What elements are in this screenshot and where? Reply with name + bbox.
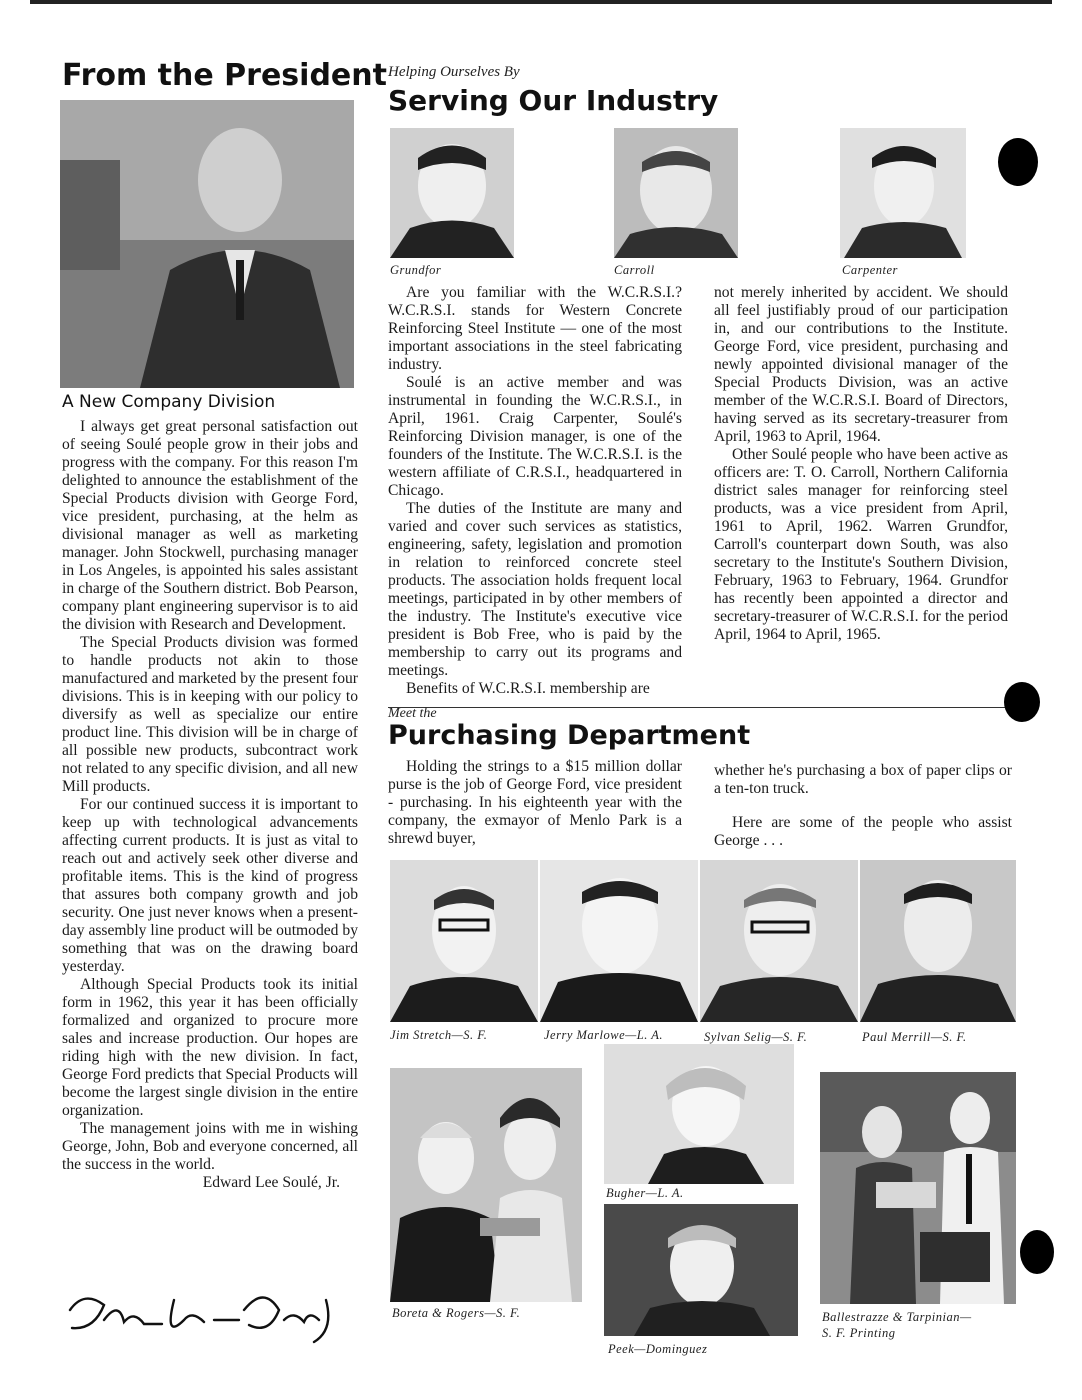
ballestrazze-caption-line2: S. F. Printing bbox=[822, 1326, 896, 1340]
carroll-photo bbox=[614, 128, 738, 258]
industry-title: Serving Our Industry bbox=[388, 84, 719, 117]
stretch-photo bbox=[390, 860, 538, 1022]
marlowe-photo bbox=[540, 860, 698, 1022]
president-signoff: Edward Lee Soulé, Jr. bbox=[202, 1174, 340, 1191]
handwritten-signature bbox=[64, 1280, 360, 1350]
boreta-rogers-photo bbox=[390, 1068, 582, 1302]
peek-photo bbox=[604, 1204, 798, 1336]
purchasing-column-2 bbox=[714, 762, 1012, 850]
president-paragraph: Although Special Products took its initial form in 1962, this year it has been officially formalized and organized to procure more sales and increase production. Our hopes are riding high with the new division. In fact, George Ford predicts that Special Products will become the largest single division in the entire organization. bbox=[62, 976, 358, 1119]
industry-paragraph: The duties of the Institute are many and varied and cover such services as statistics, engineering, safety, legislation and promotion in relation to reinforced concrete steel products. The association holds frequent local meetings, participated in by other members of the industry. The Institute's executive vice president is Bob Free, who is paid by the membership to carry out its programs and meetings. bbox=[388, 500, 682, 679]
purchasing-paragraph: whether he's purchasing a box of paper clips or a ten-ton truck. bbox=[714, 762, 1012, 797]
punch-hole bbox=[1004, 682, 1040, 722]
president-body bbox=[62, 418, 358, 1192]
boreta-rogers-caption: Boreta & Rogers—S. F. bbox=[392, 1306, 521, 1320]
punch-hole bbox=[1020, 1230, 1054, 1274]
punch-hole bbox=[998, 138, 1038, 186]
purchasing-paragraph: Here are some of the people who assist George . . . bbox=[714, 814, 1012, 849]
ballestrazze-tarpinian-photo bbox=[820, 1072, 1016, 1304]
president-subhead: A New Company Division bbox=[62, 392, 276, 412]
president-paragraph: For our continued success it is important to keep up with technological advancements affecting current products. It is just as vital to reach out and actively seek other diverse and profitable items. This is the kind of progress that assures both company growth and job security. One just never knows when a present-day assembly line product will be outmoded by something that was on the drawing board yesterday. bbox=[62, 796, 358, 975]
president-paragraph: The management joins with me in wishing George, John, Bob and everyone concerned, all the success in the world. bbox=[62, 1120, 358, 1173]
industry-paragraph: not merely inherited by accident. We should all feel justifiably proud of our participation in, and our contributions to the Institute. George Ford, vice president, purchasing and newly appointed divisional manager of the Special Products Division, was an active member of the W.C.R.S.I. Board of Directors, having served as its secretary-treasurer from April, 1963 to April, 1964. bbox=[714, 284, 1008, 445]
grundfor-caption: Grundfor bbox=[390, 263, 442, 277]
merrill-caption: Paul Merrill—S. F. bbox=[862, 1030, 967, 1044]
carroll-caption: Carroll bbox=[614, 263, 655, 277]
purchasing-paragraph: Holding the strings to a $15 million dollar purse is the job of George Ford, vice president - purchasing. In his eighteenth year with the company, the exmayor of Menlo Park is a shrewd buyer, bbox=[388, 758, 682, 847]
purchasing-title: Purchasing Department bbox=[388, 720, 751, 751]
selig-caption: Sylvan Selig—S. F. bbox=[704, 1030, 808, 1044]
top-edge-rule bbox=[30, 0, 1052, 4]
carpenter-photo bbox=[840, 128, 966, 258]
section-divider bbox=[388, 707, 1014, 708]
industry-paragraph: Other Soulé people who have been active as officers are: T. O. Carroll, Northern California district sales manager for reinforcing steel products, was a vice president from April, 1961 to April, 1962. Warren Grundfor, Carroll's counterpart down South, was also secretary to the Institute's Southern Division, February, 1963 to February, 1964. Grundfor has recently been appointed a director and secretary-treasurer of W.C.R.S.I. for the period April, 1964 to April, 1965. bbox=[714, 446, 1008, 643]
grundfor-photo bbox=[390, 128, 514, 258]
bugher-photo bbox=[604, 1044, 794, 1184]
industry-paragraph: Benefits of W.C.R.S.I. membership are bbox=[406, 680, 650, 697]
bugher-caption: Bugher—L. A. bbox=[606, 1186, 684, 1200]
president-title: From the President bbox=[62, 58, 387, 93]
industry-paragraph: Soulé is an active member and was instrumental in founding the W.C.R.S.I., in April, 1961. Craig Carpenter, Soulé's Reinforcing Division manager, is one of the founders of the Institute. The W.C.R.S.I. is the western affiliate of C.R.S.I., headquartered in Chicago. bbox=[388, 374, 682, 499]
president-paragraph: I always get great personal satisfaction out of seeing Soulé people grow in their jobs and progress with the company. For this reason I'm delighted to announce the establishment of the Special Products division with George Ford, vice president, purchasing, at the helm as divisional manager as well as marketing manager. John Stockwell, purchasing manager in Los Angeles, is appointed his sales assistant in charge of the Southern district. Bob Pearson, company plant engineering supervisor is to aid the division with Research and Development. bbox=[62, 418, 358, 633]
ballestrazze-caption: Ballestrazze & Tarpinian— bbox=[822, 1310, 972, 1324]
stretch-caption: Jim Stretch—S. F. bbox=[390, 1028, 488, 1042]
purchasing-column-1 bbox=[388, 758, 682, 848]
industry-paragraph: Are you familiar with the W.C.R.S.I.? W.C.R.S.I. stands for Western Concrete Reinforcing Steel Institute — one of the most important associations in the steel fabricating industry. bbox=[388, 284, 682, 373]
president-paragraph: The Special Products division was formed to handle products not akin to those manufactured and marketed by the present four divisions. This is in keeping with our policy to diversify as well as specialize our entire product line. This division will be in charge of all possible new products, subcontract work not related to any specific division, and all new Mill products. bbox=[62, 634, 358, 795]
marlowe-caption: Jerry Marlowe—L. A. bbox=[544, 1028, 663, 1042]
industry-kicker: Helping Ourselves By bbox=[388, 64, 520, 80]
selig-photo bbox=[700, 860, 858, 1022]
carpenter-caption: Carpenter bbox=[842, 263, 898, 277]
president-photo bbox=[60, 100, 354, 388]
industry-column-2 bbox=[714, 284, 1008, 644]
purchasing-kicker: Meet the bbox=[388, 706, 437, 721]
peek-caption: Peek—Dominguez bbox=[608, 1342, 708, 1356]
industry-column-1 bbox=[388, 284, 682, 698]
merrill-photo bbox=[860, 860, 1016, 1022]
